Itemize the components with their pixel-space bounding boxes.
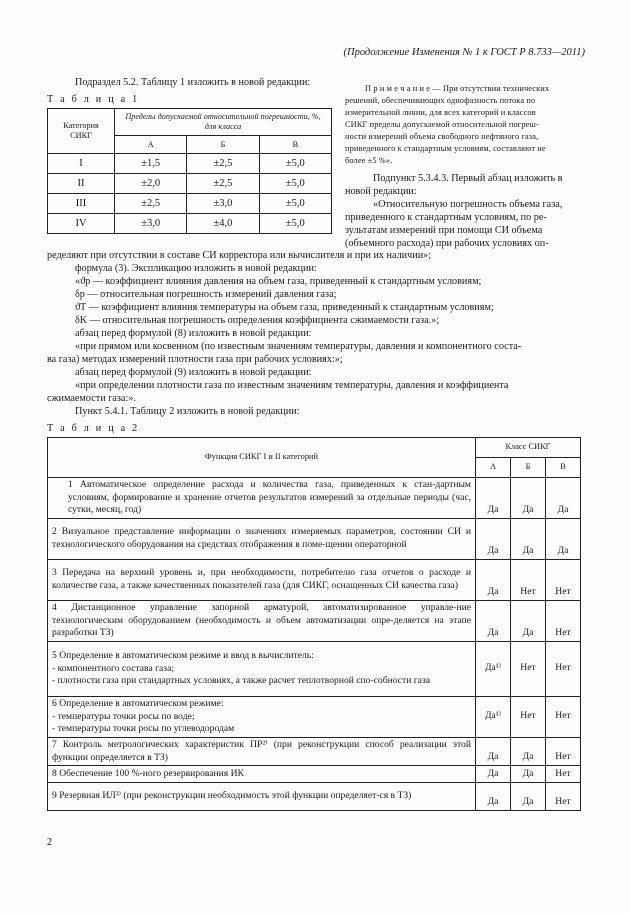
table2-value-cell: Да <box>476 738 511 766</box>
table2-value-cell: Да <box>511 601 546 642</box>
table2-function-cell: 3 Передача на верхний уровень и, при необходимости, потребителю газа отчетов о расходе и количестве газа, а также качественных показателей газа (для СИКГ, оснащенных СИ качества газа) <box>48 560 476 601</box>
table2-value-cell: Нет <box>546 642 581 697</box>
table2-value-cell: Да <box>511 519 546 560</box>
intro-paragraph: Подраздел 5.2. Таблицу 1 изложить в новой редакции: <box>75 77 311 88</box>
table1-cell: ±2,0 <box>115 174 187 194</box>
table2-value-cell: Нет <box>546 738 581 766</box>
text-line: абзац перед формулой (8) изложить в новой редакции: <box>75 328 312 339</box>
table1-note <box>345 83 549 167</box>
table-row <box>48 214 332 234</box>
text-line: новой редакции: <box>345 186 417 197</box>
table1-caption: Т а б л и ц а 1 <box>47 94 140 105</box>
subclause-5343 <box>345 172 583 250</box>
table2-value-cell: Да <box>511 478 546 519</box>
table2-class-a: А <box>476 458 511 478</box>
text-line: ределяют при отсутствии в составе СИ корректора или вычислителя и при их наличии»; <box>47 250 432 261</box>
text-line: приведенного к стандартным условиям, по ре- <box>345 212 547 223</box>
table2-function-cell: 1 Автоматическое определение расхода и количества газа, приведенных к стан-дартным условиям, формирование и хранение отчетов результатов измерений за отдельные периоды (час, сутки, месяц, год) <box>48 478 476 519</box>
table1-class-c: В <box>259 136 331 154</box>
text-line: абзац перед формулой (9) изложить в новой редакции: <box>75 367 312 378</box>
table-row <box>48 174 332 194</box>
note-line: приведенного к стандартным условиям, составляют не <box>345 144 546 153</box>
table1-header-limits: Пределы допускаемой относительной погрешности, %, для класса <box>115 109 332 136</box>
table2-function-cell: 9 Резервная ИЛ³⁾ (при реконструкции необходимость этой функции определяет-ся в ТЗ) <box>48 783 476 811</box>
table-row <box>48 738 581 766</box>
table2-caption: Т а б л и ц а 2 <box>47 423 140 434</box>
table1-header-category: Категория СИКГ <box>48 109 115 154</box>
table2-class-c: В <box>546 458 581 478</box>
table1-cell: ±1,5 <box>115 154 187 174</box>
text-line: Подпункт 5.3.4.3. Первый абзац изложить в <box>373 173 563 184</box>
table2-value-cell: Да <box>546 478 581 519</box>
table1-cell: ±5,0 <box>259 154 331 174</box>
table2-value-cell: Нет <box>546 697 581 738</box>
table1-cell: ±2,5 <box>115 194 187 214</box>
table1-cell: ±2,5 <box>187 154 259 174</box>
table2-value-cell: Да <box>511 783 546 811</box>
text-line: «при прямом или косвенном (по известным значениям температуры, давления и компонентного соста- <box>75 341 522 352</box>
table2 <box>47 437 581 811</box>
text-line: формула (3). Экспликацию изложить в новой редакции: <box>75 263 317 274</box>
table2-value-cell: Да <box>476 783 511 811</box>
text-line: «Относительную погрешность объема газа, <box>373 199 563 210</box>
table2-class-b: Б <box>511 458 546 478</box>
text-line: сжимаемости газа:». <box>47 393 136 404</box>
note-line: ности измерений объема свободного нефтяного газа, <box>345 132 539 141</box>
table1-cell: ±4,0 <box>187 214 259 234</box>
table2-value-cell: Да <box>476 601 511 642</box>
note-line: П р и м е ч а н и е — При отсутствии технических <box>365 84 550 93</box>
table1-class-b: Б <box>187 136 259 154</box>
text-line: «ϑp — коэффициент влияния давления на объем газа, приведенный к стандартным условиям; <box>75 276 482 287</box>
table1-cell: ±3,0 <box>187 194 259 214</box>
table2-value-cell: Да <box>476 766 511 783</box>
table-row <box>48 560 581 601</box>
note-line: СИКГ пределы допускаемой относительной погреш- <box>345 120 539 129</box>
table2-header-function: Функция СИКГ I и II категорий <box>48 438 476 478</box>
table2-function-cell: 4 Дистанционное управление запорной арматурой, автоматизированное управле-ние технологическим оборудованием (необходимость и объем автоматизации опре-деляется на этапе разработки ТЗ) <box>48 601 476 642</box>
page-number: 2 <box>47 837 53 848</box>
text-line: ϑT — коэффициент влияния температуры на объем газа, приведенный к стандартным условиям; <box>75 302 494 313</box>
text-line: «при определении плотности газа по известным значениям температуры, давления и коэффициента <box>75 380 509 391</box>
table1-cell: ±2,5 <box>187 174 259 194</box>
note-line: решений, обеспечивающих однофазность потока по <box>345 96 536 105</box>
note-line: измерительной линии, для всех категорий и классов <box>345 108 536 117</box>
text-line: зультатам измерений при помощи СИ объема <box>345 225 543 236</box>
running-head: (Продолжение Изменения № 1 к ГОСТ Р 8.733—2011) <box>343 47 585 58</box>
table2-function-cell: 7 Контроль метрологических характеристик ПР²⁾ (при реконструкции способ реализации этой функции определяется в ТЗ) <box>48 738 476 766</box>
table1-cell: II <box>48 174 115 194</box>
table1 <box>47 108 332 234</box>
table-row <box>48 642 581 697</box>
table1-cell: ±5,0 <box>259 214 331 234</box>
table1-cell: ±3,0 <box>115 214 187 234</box>
table-row <box>48 478 581 519</box>
table1-cell: ±5,0 <box>259 174 331 194</box>
table1-cell: IV <box>48 214 115 234</box>
body-text <box>47 249 587 418</box>
table1-cell: III <box>48 194 115 214</box>
text-line: ва газа) методах измерений плотности газа при рабочих условиях:»; <box>47 354 343 365</box>
table-row <box>48 697 581 738</box>
table-row <box>48 783 581 811</box>
table2-value-cell: Нет <box>511 642 546 697</box>
table2-value-cell: Да <box>546 519 581 560</box>
table-row <box>48 154 332 174</box>
note-line: более ±5 %». <box>345 156 393 165</box>
table2-value-cell: Нет <box>546 560 581 601</box>
table2-function-cell: 6 Определение в автоматическом режиме: - температуры точки росы по воде; - температуры точки росы по углеводородам <box>48 697 476 738</box>
table2-function-cell: 5 Определение в автоматическом режиме и ввод в вычислитель: - компонентного состава газа; - плотности газа при стандартных условиях, а также расчет теплотворной спо-собности газа <box>48 642 476 697</box>
table2-value-cell: Да <box>476 478 511 519</box>
table1-cell: I <box>48 154 115 174</box>
text-line: δK — относительная погрешность определения коэффициента сжимаемости газа.»; <box>75 315 440 326</box>
table2-value-cell: Нет <box>546 766 581 783</box>
table2-value-cell: Да <box>511 766 546 783</box>
table-row <box>48 194 332 214</box>
table-row <box>48 601 581 642</box>
table-row <box>48 519 581 560</box>
table2-value-cell: Да <box>476 560 511 601</box>
table1-cell: ±5,0 <box>259 194 331 214</box>
table2-function-cell: 2 Визуальное представление информации о значениях измеряемых параметров, состоянии СИ и технологического оборудования на средствах отображения в поме-щении операторной <box>48 519 476 560</box>
table2-header-class: Класс СИКГ <box>476 438 581 458</box>
table1-class-a: А <box>115 136 187 154</box>
table2-value-cell: Да <box>511 738 546 766</box>
table2-value-cell: Нет <box>511 697 546 738</box>
text-line: (объемного расхода) при рабочих условиях оп- <box>345 238 549 249</box>
table2-value-cell: Да¹⁾ <box>476 697 511 738</box>
table2-value-cell: Нет <box>511 560 546 601</box>
table2-value-cell: Нет <box>546 601 581 642</box>
table2-function-cell: 8 Обеспечение 100 %-ного резервирования ИК <box>48 766 476 783</box>
table2-value-cell: Нет <box>546 783 581 811</box>
table2-value-cell: Да¹⁾ <box>476 642 511 697</box>
table-row <box>48 766 581 783</box>
text-line: δp — относительная погрешность измерений давления газа; <box>75 289 337 300</box>
text-line: Пункт 5.4.1. Таблицу 2 изложить в новой редакции: <box>75 406 300 417</box>
table2-value-cell: Да <box>476 519 511 560</box>
